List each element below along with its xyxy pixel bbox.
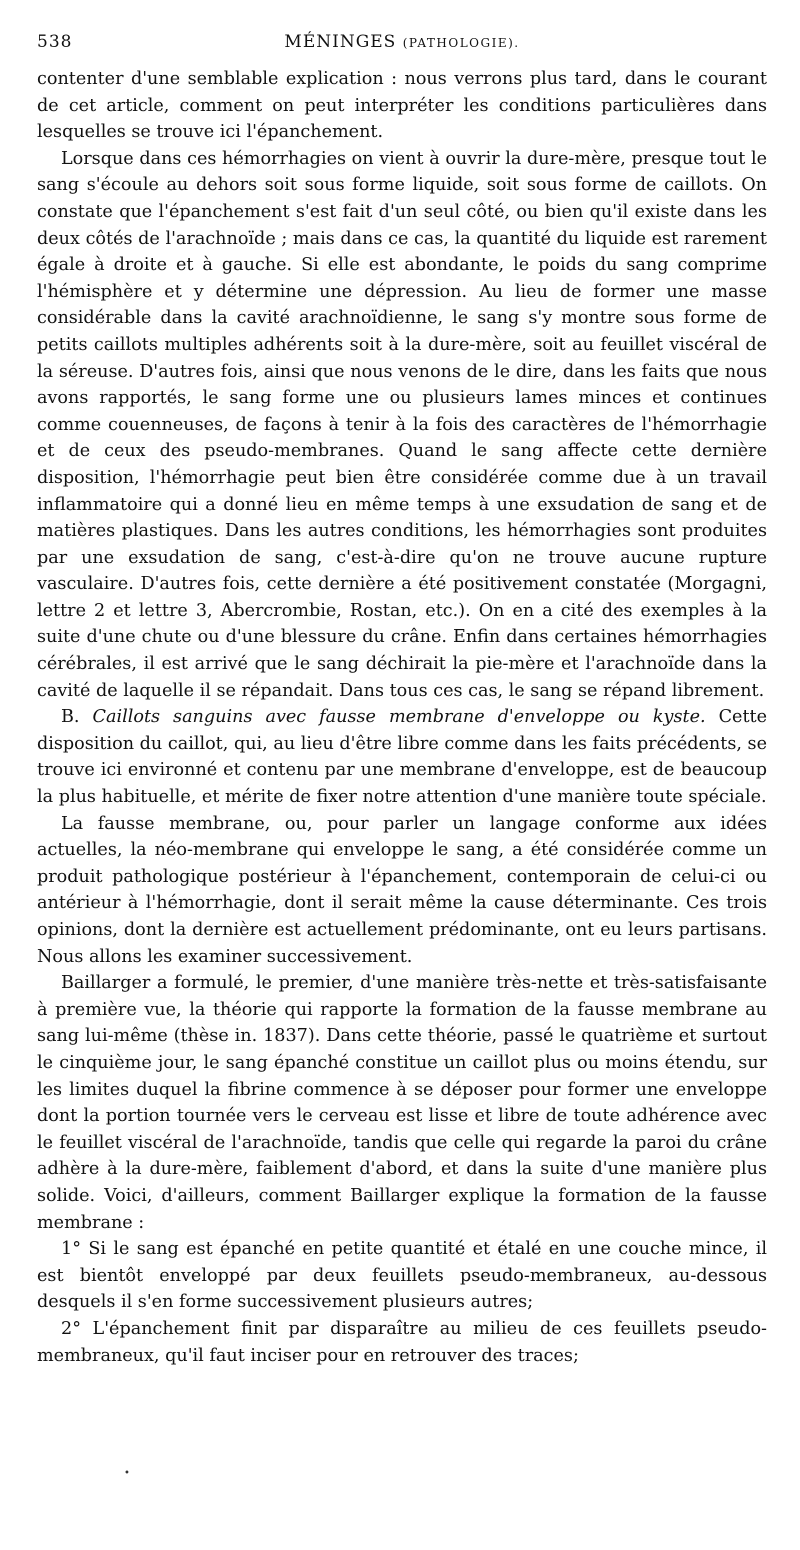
page <box>37 28 767 1369</box>
section-letter: B. <box>61 707 80 728</box>
paragraph-continuation: contenter d'une semblable explication : nous verrons plus tard, dans le courant de cet article, comment on peut interpréter les conditions particulières dans lesquelles se trouve ici l'épanchement. <box>37 69 767 143</box>
list-item-1: 1° Si le sang est épanché en petite quantité et étalé en une couche mince, il est bientôt enveloppé par deux feuillets pseudo-membraneux, au-dessous desquels il s'en forme successivement plusieurs autres; <box>37 1239 767 1313</box>
running-head <box>37 28 767 56</box>
running-title <box>37 28 767 57</box>
section-title: Caillots sanguins avec fausse membrane d'enveloppe ou kyste. <box>92 707 706 728</box>
running-title-subtitle: (PATHOLOGIE). <box>402 36 520 50</box>
page-number: 538 <box>37 32 73 52</box>
running-title-main: MÉNINGES <box>284 32 397 52</box>
paragraph-baillarger: Baillarger a formulé, le premier, d'une manière très-nette et très-satisfaisante à première vue, la théorie qui rapporte la formation de la fausse membrane au sang lui-même (thèse in. 1837). Dans cette théorie, passé le quatrième et surtout le cinquième jour, le sang épanché constitue un caillot plus ou moins étendu, sur les limites duquel la fibrine commence à se déposer pour former une enveloppe dont la portion tournée vers le cerveau est lisse et libre de toute adhérence avec le feuillet viscéral de l'arachnoïde, tandis que celle qui regarde la paroi du crâne adhère à la dure-mère, faiblement d'abord, et dans la suite d'une manière plus solide. Voici, d'ailleurs, comment Baillarger explique la formation de la fausse membrane : <box>37 973 767 1233</box>
paragraph-hemorrhagies: Lorsque dans ces hémorrhagies on vient à ouvrir la dure-mère, presque tout le sang s'écoule au dehors soit sous forme liquide, soit sous forme de caillots. On constate que l'épanchement s'est fait d'un seul côté, ou bien qu'il existe dans les deux côtés de l'arachnoïde ; mais dans ce cas, la quantité du liquide est rarement égale à droite et à gauche. Si elle est abondante, le poids du sang comprime l'hémisphère et y détermine une dépression. Au lieu de former une masse considérable dans la cavité arachnoïdienne, le sang s'y montre sous forme de petits caillots multiples adhérents soit à la dure-mère, soit au feuillet viscéral de la séreuse. D'autres fois, ainsi que nous venons de le dire, dans les faits que nous avons rapportés, le sang forme une ou plusieurs lames minces et continues comme couenneuses, de façons à tenir à la fois des caractères de l'hémorrhagie et de ceux des pseudo-membranes. Quand le sang affecte cette dernière disposition, l'hémorrhagie peut bien être considérée comme due à un travail inflammatoire qui a donné lieu en même temps à une exsudation de sang et de matières plastiques. Dans les autres conditions, les hémorrhagies sont produites par une exsudation de sang, c'est-à-dire qu'on ne trouve aucune rupture vasculaire. D'autres fois, cette dernière a été positivement constatée (Morgagni, lettre 2 et lettre 3, Abercrombie, Rostan, etc.). On en a cité des exemples à la suite d'une chute ou d'une blessure du crâne. Enfin dans certaines hémorrhagies cérébrales, il est arrivé que le sang déchirait la pie-mère et l'arachnoïde dans la cavité de laquelle il se répandait. Dans tous ces cas, le sang se répand librement. <box>37 148 767 701</box>
paragraph-fausse-membrane: La fausse membrane, ou, pour parler un langage conforme aux idées actuelles, la néo-membrane qui enveloppe le sang, a été considérée comme un produit pathologique postérieur à l'épanchement, contemporain de celui-ci ou antérieur à l'hémorrhagie, dont il serait même la cause déterminante. Ces trois opinions, dont la dernière est actuellement prédominante, ont eu leurs partisans. Nous allons les examiner successivement. <box>37 813 767 967</box>
body-text <box>37 66 767 1369</box>
section-text: Cette disposition du caillot, qui, au lieu d'être libre comme dans les faits précédents, se trouve ici environné et contenu par une membrane d'enveloppe, est de beaucoup la plus habituelle, et mérite de fixer notre attention d'une manière toute spéciale. <box>37 707 768 808</box>
list-item-2: 2° L'épanchement finit par disparaître au milieu de ces feuillets pseudo-membraneux, qu'il faut inciser pour en retrouver des traces; <box>37 1318 767 1366</box>
stray-dot-mark: • <box>124 1468 130 1479</box>
paragraph-section-b <box>37 704 767 810</box>
